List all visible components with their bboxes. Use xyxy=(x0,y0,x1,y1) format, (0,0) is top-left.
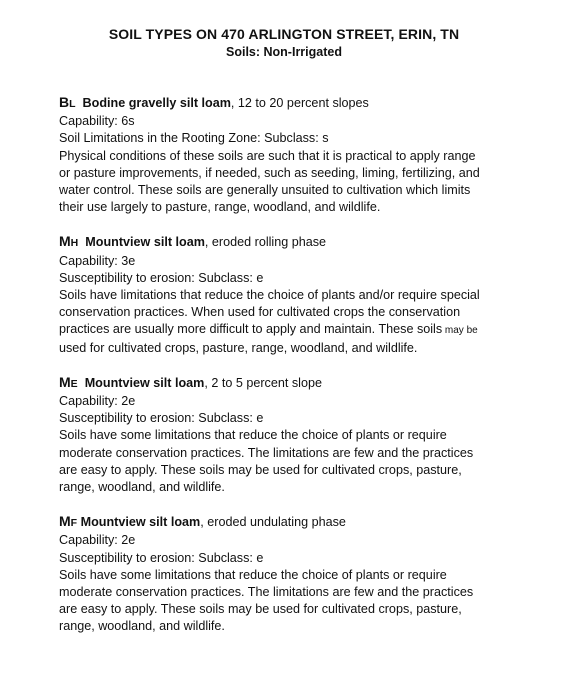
description-line: Soils have limitations that reduce the choice of plants and/or require special xyxy=(59,288,480,303)
soil-section-me xyxy=(59,374,529,496)
description-line: range, woodland, and wildlife. xyxy=(59,480,225,495)
description-line: are easy to apply. These soils may be used for cultivated crops, pasture, xyxy=(59,462,462,477)
document-subtitle: Soils: Non-Irrigated xyxy=(226,45,342,59)
subclass-line: Susceptibility to erosion: Subclass: e xyxy=(59,411,264,426)
soil-code-letter: M xyxy=(59,373,71,390)
soil-code-suffix: H xyxy=(70,237,79,250)
soil-code-letter: B xyxy=(59,94,70,110)
description-line: Soils have some limitations that reduce the choice of plants or require xyxy=(59,428,447,443)
soil-section-bl xyxy=(59,94,529,216)
description-line: or pasture improvements, if needed, such as seeding, liming, fertilizing, and xyxy=(59,165,480,180)
description-line: their use largely to pasture, range, woodland, and wildlife. xyxy=(59,200,381,215)
description-line: are easy to apply. These soils may be used for cultivated crops, pasture, xyxy=(59,602,462,617)
description-text: practices are usually more difficult to apply and maintain. These soils xyxy=(59,322,443,337)
subclass-line: Soil Limitations in the Rooting Zone: Subclass: s xyxy=(59,131,329,146)
subclass-line: Susceptibility to erosion: Subclass: e xyxy=(59,270,264,285)
soil-qualifier: , eroded undulating phase xyxy=(200,515,346,530)
soil-heading xyxy=(59,513,529,532)
soil-qualifier: , eroded rolling phase xyxy=(204,235,327,250)
document-title: SOIL TYPES ON 470 ARLINGTON STREET, ERIN, TN xyxy=(108,26,460,42)
soil-name: Mountview silt loam xyxy=(85,235,205,250)
description-line: conservation practices. When used for cultivated crops the conservation xyxy=(59,305,461,320)
soil-code-suffix: F xyxy=(70,517,78,530)
soil-qualifier: , 2 to 5 percent slope xyxy=(204,375,322,390)
description-line: Physical conditions of these soils are such that it is practical to apply range xyxy=(59,148,476,163)
subclass-line: Susceptibility to erosion: Subclass: e xyxy=(59,550,264,565)
soil-heading xyxy=(59,233,529,252)
soil-code-suffix: L xyxy=(69,98,76,110)
soil-name: Mountview silt loam xyxy=(80,515,201,530)
soil-qualifier: , 12 to 20 percent slopes xyxy=(230,96,369,110)
soil-code-suffix: E xyxy=(70,377,78,390)
document-header xyxy=(0,26,568,60)
description-line: range, woodland, and wildlife. xyxy=(59,619,225,634)
capability-line: Capability: 2e xyxy=(59,394,136,409)
soil-code-letter: M xyxy=(59,233,71,250)
description-line: moderate conservation practices. The limitations are few and the practices xyxy=(59,445,474,460)
soil-name: Bodine gravelly silt loam xyxy=(82,96,231,110)
description-line: moderate conservation practices. The limitations are few and the practices xyxy=(59,585,474,600)
soil-section-mf xyxy=(59,513,529,635)
soil-section-mh xyxy=(59,233,529,356)
soil-sections xyxy=(59,94,529,653)
capability-line: Capability: 2e xyxy=(59,533,136,548)
description-line: water control. These soils are generally unsuited to cultivation which limits xyxy=(59,183,471,198)
soil-name: Mountview silt loam xyxy=(84,375,205,390)
description-line: Soils have some limitations that reduce the choice of plants or require xyxy=(59,567,447,582)
capability-line: Capability: 6s xyxy=(59,114,135,129)
soil-code-letter: M xyxy=(59,513,71,530)
capability-line: Capability: 3e xyxy=(59,253,136,268)
description-line xyxy=(59,321,529,339)
soil-heading xyxy=(59,374,529,393)
small-inline-text: may be xyxy=(442,325,478,337)
soil-heading xyxy=(59,94,529,113)
description-line: used for cultivated crops, pasture, range, woodland, and wildlife. xyxy=(59,340,418,355)
